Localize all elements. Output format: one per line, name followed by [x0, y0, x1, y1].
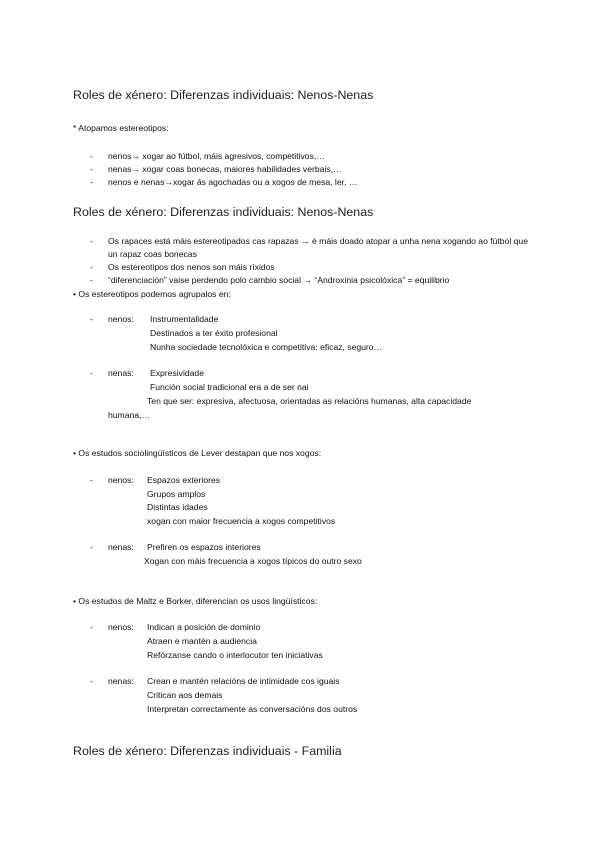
- group-line: Destinados a ter éxito profesional: [150, 328, 278, 338]
- group-line: Critican aos demais: [147, 690, 223, 700]
- dash-bullet: -: [90, 177, 93, 187]
- group-line: Indican a posición de dominio: [147, 622, 261, 632]
- group-line: humana,…: [108, 410, 151, 420]
- dash-bullet: -: [90, 262, 93, 272]
- dash-bullet: -: [90, 164, 93, 174]
- dash-bullet: -: [90, 475, 93, 485]
- section-heading: Roles de xénero: Diferenzas individuais: Nenos-Nenas: [73, 88, 374, 102]
- dash-bullet: -: [90, 314, 93, 324]
- group-line: Prefiren os espazos interiores: [147, 542, 261, 552]
- group-label-nenas: nenas:: [108, 676, 134, 686]
- intro-text: • Os estudos sociolingüísticos de Lever destapan que nos xogos:: [73, 448, 322, 458]
- section-heading: Roles de xénero: Diferenzas individuais - Familia: [73, 744, 342, 758]
- dash-bullet: -: [90, 622, 93, 632]
- dash-bullet: -: [90, 676, 93, 686]
- intro-text: * Atopamos estereotipos:: [73, 123, 169, 133]
- dash-bullet: -: [90, 275, 93, 285]
- list-item: Os estereotipos dos nenos son máis ríxidos: [108, 262, 275, 272]
- group-line: Xogan con máis frecuencia a xogos típicos do outro sexo: [144, 556, 362, 566]
- group-line: Ten que ser: expresiva, afectuosa, orientadas as relacións humanas, alta capacidade: [147, 396, 472, 406]
- group-line: Nunha sociedade tecnolóxica e competitiva: eficaz, seguro…: [150, 342, 383, 352]
- list-item: nenos→ xogar ao fútbol, máis agresivos, competitivos,…: [108, 151, 325, 161]
- group-line: xogan con maior frecuencia a xogos competitivos: [147, 516, 336, 526]
- group-line: Refórzanse cando o interlocutor ten iniciativas: [147, 650, 323, 660]
- dash-bullet: -: [90, 236, 93, 246]
- list-item: “diferenciación” vaise perdendo polo cambio social → “Androxinia psicolóxica” = equilibrio: [108, 275, 450, 285]
- intro-text: • Os estereotipos podemos agrupalos en:: [73, 289, 231, 299]
- intro-text: • Os estudos de Maltz e Borker, diferencian os usos lingüísticos:: [73, 596, 318, 606]
- list-item: nenas→ xogar coas bonecas, maiores habilidades verbais,…: [108, 164, 342, 174]
- group-label-nenas: nenas:: [108, 542, 134, 552]
- group-line: Expresividade: [150, 368, 204, 378]
- dash-bullet: -: [90, 542, 93, 552]
- group-label-nenos: nenos:: [108, 475, 134, 485]
- group-line: Función social tradicional era a de ser nai: [150, 382, 309, 392]
- group-line: Grupos amplos: [147, 489, 206, 499]
- group-line: Crean e mantén relacións de intimidade cos iguais: [147, 676, 340, 686]
- group-line: Atraen e mantén a audiencia: [147, 636, 257, 646]
- group-line: Interpretan correctamente as conversacións dos outros: [147, 704, 358, 714]
- group-label-nenos: nenos:: [108, 314, 134, 324]
- list-item: Os rapaces está máis estereotipados cas rapazas → é máis doado atopar a unha nena xogando ao fútbol que un rapaz coas bonecas: [108, 236, 528, 259]
- group-line: Espazos exteriores: [147, 475, 221, 485]
- group-label-nenas: nenas:: [108, 368, 134, 378]
- dash-bullet: -: [90, 151, 93, 161]
- group-line: Instrumentalidade: [150, 314, 219, 324]
- dash-bullet: -: [90, 368, 93, 378]
- group-line: Distintas idades: [147, 502, 208, 512]
- list-item: nenos e nenas→xogar ás agochadas ou a xogos de mesa, ler, …: [108, 177, 358, 187]
- section-heading: Roles de xénero: Diferenzas individuais: Nenos-Nenas: [73, 205, 374, 219]
- group-label-nenos: nenos:: [108, 622, 134, 632]
